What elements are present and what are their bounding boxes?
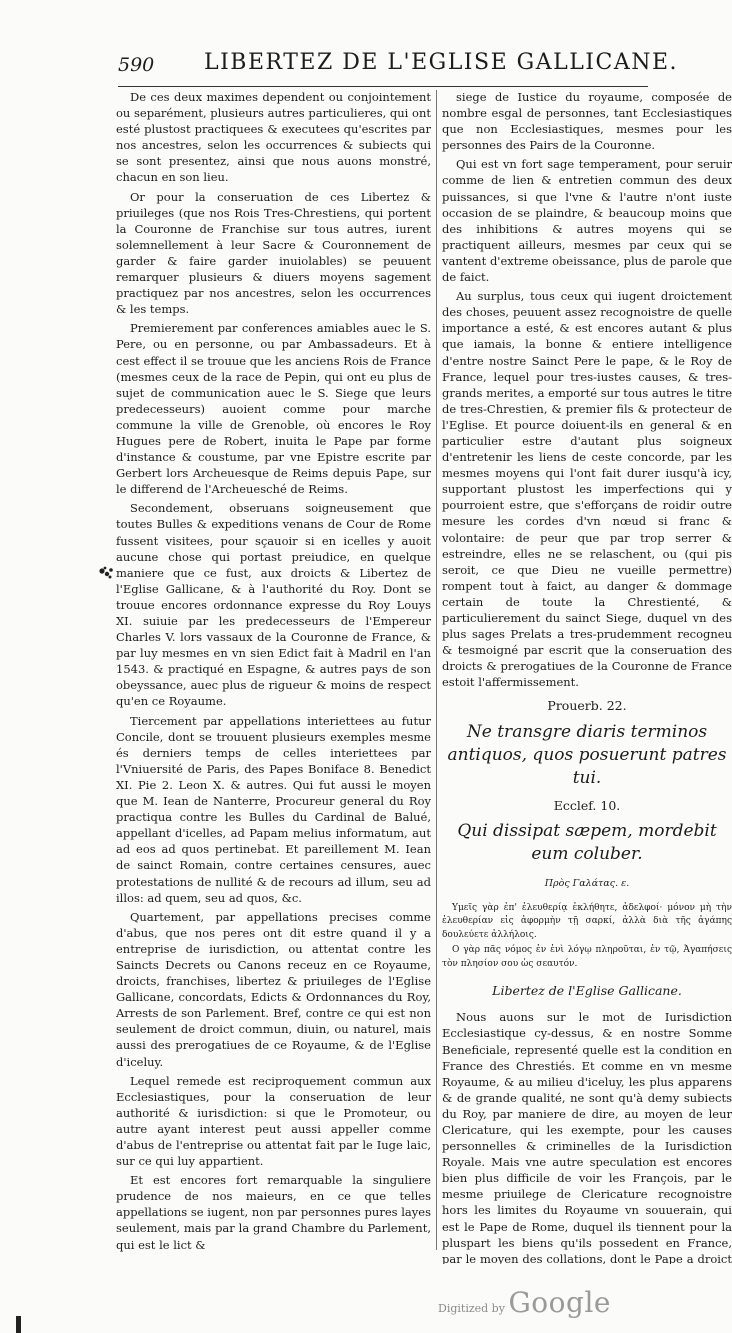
latin-quote: Qui dissipat sæpem, mordebit eum coluber. — [457, 820, 717, 864]
greek-reference: Πρὸς Γαλάτας. ε. — [544, 877, 630, 889]
paragraph: Premierement par conferences amiables auec le S. Pere, ou en personne, ou par Ambassadeurs. Et à cest effect il se trouue que les anciens Rois de France (mesmes ceux de la race de Pepin, qui ont eu plus de sujet de communication auec le S. Siege que leurs predecesseurs) auoient comme pour marche commune la ville de Grenoble, où encores le Roy Hugues pere de Robert, inuita le Pape par forme d'instance & coustume, par vne Epistre escrite par Gerbert lors Archeuesque de Reims depuis Pape, sur le differend de l'Archeuesché de Reims. — [116, 321, 431, 497]
paragraph: Secondement, obseruans soigneusement que toutes Bulles & expeditions venans de Cour de Rome fussent visitees, pour sçauoir si en icelles y auoit aucune chose qui portast preiudice, en quelque maniere que ce fust, aux droicts & Libertez de l'Eglise Gallicane, & à l'authorité du Roy. Dont se trouue encores ordonnance expresse du Roy Louys XI. suiuie par les predecesseurs de l'Empereur Charles V. lors vassaux de la Couronne de France, & par luy mesmes en vn sien Edict fait à Madril en l'an 1543. & practiqué en Espagne, & autres pays de son obeyssance, auec plus de rigueur & moins de respect qu'en ce Royaume. — [116, 501, 431, 709]
running-title: LIBERTEZ DE L'EGLISE GALLICANE. — [204, 50, 679, 75]
right-column — [442, 89, 732, 1264]
digitized-watermark — [438, 1286, 611, 1319]
margin-mark — [16, 1316, 21, 1333]
ink-blot-mark — [97, 565, 115, 581]
paragraph: De ces deux maximes dependent ou conjointement ou separément, plusieurs autres particulieres, qui ont esté plustost practiquees & executees qu'escrites par nos ancestres, selon les occurrences & subiects qui se sont presentez, ainsi que nous auons monstré, chacun en son lieu. — [116, 90, 431, 185]
paragraph: Quartement, par appellations precises comme d'abus, que nos peres ont dit estre quand il y a entreprise de iurisdiction, ou attentat contre les Saincts Decrets ou Canons receuz en ce Royaume, droicts, franchises, libertez & priuileges de l'Eglise Gallicane, concordats, Edicts & Ordonnances du Roy, Arrests de son Parlement. Bref, contre ce qui est non seulement de droict commun, diuin, ou naturel, mais aussi des prerogatiues de ce Royaume, & de l'Eglise d'iceluy. — [116, 909, 431, 1069]
latin-quote: Ne transgre diaris terminos antiquos, quos posuerunt patres tui. — [447, 721, 727, 788]
section-title: Libertez de l'Eglise Gallicane. — [492, 983, 682, 999]
paragraph: Nous auons sur le mot de Iurisdiction Ecclesiastique cy-dessus, & en nostre Somme Beneficiale, representé quelle est la condition en France des Chrestiés. Et comme en vn mesme Royaume, & au milieu d'iceluy, les plus apparens & de grande qualité, ne sont qu'à demy subiects du Roy, par maniere de dire, au moyen de leur Clericature, qui les exempte, pour les causes personnelles & criminelles de la Iurisdiction Royale. Mais vne autre speculation est encores bien plus difficile de voir les François, par le mesme priuilege de Clericature recognoistre hors les limites du Royaume vn souuerain, qui est le Pape de Rome, duquel ils tiennent pour la pluspart les biens qu'ils possedent en France, par le moyen des collations, dont le Pape a droict — [442, 1010, 732, 1264]
header-rule — [118, 86, 648, 87]
paragraph: Or pour la conseruation de ces Libertez & priuileges (que nos Rois Tres-Chrestiens, qui portent la Couronne de Franchise sur tous autres, iurent solemnellement à leur Sacre & Couronnement de garder & faire garder inuiolables) se peuuent remarquer plusieurs & diuers moyens sagement practiquez par nos ancestres, selon les occurrences & les temps. — [116, 189, 431, 317]
page-number: 590 — [118, 54, 155, 76]
column-divider — [436, 90, 437, 1250]
left-column — [116, 89, 431, 1264]
paragraph: Et est encores fort remarquable la singuliere prudence de nos maieurs, en ce que telles appellations se iugent, non par personnes pures layes seulement, mais par la grand Chambre du Parlement, qui est le lict & — [116, 1173, 431, 1252]
google-logo: Google — [508, 1286, 611, 1319]
paragraph: siege de Iustice du royaume, composée de nombre esgal de personnes, tant Ecclesiastiques que non Ecclesiastiques, mesmes pour les personnes des Pairs de la Couronne. — [442, 90, 732, 153]
citation-proverbs: Prouerb. 22. — [547, 698, 627, 714]
citation-ecclesiastes: Ecclef. 10. — [553, 797, 621, 813]
paragraph: Lequel remede est reciproquement commun aux Ecclesiastiques, pour la conseruation de leur authorité & iurisdiction: si que le Promoteur, ou autre ayant interest peut aussi appeller comme d'abus de l'entreprise ou attentat fait par le Iuge laic, sur ce qui luy appartient. — [116, 1073, 431, 1169]
paragraph: Tiercement par appellations interiettees au futur Concile, dont se trouuent plusieurs exemples mesme és derniers temps de celles interiettees par l'Vniuersité de Paris, des Papes Boniface 8. Benedict XI. Pie 2. Leon X. & autres. Qui fut aussi le moyen que M. Iean de Nanterre, Procureur general du Roy practiqua contre les Bulles du Cardinal de Balué, appellant d'icelles, ad Papam melius informatum, aut ad eos ad quos pertinebat. Et pareillement M. Iean de sainct Romain, contre certaines censures, auec protestations de nullité & de recours ad illum, seu ad illos: ad quem, seu ad quos, &c. — [116, 713, 431, 905]
paragraph: Qui est vn fort sage temperament, pour seruir comme de lien & entretien commun des deux puissances, si que l'vne & l'autre n'ont iuste occasion de se plaindre, & beaucoup moins que des inhibitions & autres moyens qui se practiquent ailleurs, mesmes par ceux qui se vantent d'extreme obeissance, plus de parole que de faict. — [442, 157, 732, 285]
digitized-by-text: Digitized by — [438, 1302, 505, 1315]
page-header — [118, 50, 679, 84]
greek-text: Υμεῖς γὰρ ἐπ' ἐλευθερίᾳ ἐκλήθητε, ἀδελφοί· μόνον μὴ τὴν ἐλευθερίαν εἰς ἀφορμὴν τῇ σαρκί, ἀλλὰ διὰ τῆς ἀγάπης δουλεύετε ἀλλήλοις. — [442, 902, 732, 940]
paragraph: Au surplus, tous ceux qui iugent droictement des choses, peuuent assez recognoistre de quelle importance a esté, & est encores autant & plus que iamais, la bonne & entiere intelligence d'entre nostre Sainct Pere le pape, & le Roy de France, lequel pour tres-iustes causes, & tres-grands merites, a emporté sur tous autres le titre de tres-Chrestien, & premier fils & protecteur de l'Eglise. Et pource doiuent-ils en general & en particulier estre d'autant plus soigneux d'entretenir les liens de ceste concorde, par les mesmes moyens qui l'ont fait durer iusqu'à icy, supportant plustost les imperfections qui y pourroient estre, que s'efforçans de roidir outre mesure les cordes d'vn nœud si franc & volontaire: de peur que par trop serrer & estreindre, elles ne se relaschent, ou (qui pis seroit, ce que Dieu ne vueille permettre) rompent tout à faict, au danger & dommage certain de toute la Chrestienté, & particulierement du sainct Siege, duquel vn des plus sages Prelats a tres-prudemment recogneu & tesmoigné par escrit que la conseruation des droicts & prerogatiues de la Couronne de France estoit l'affermissement. — [442, 289, 732, 690]
greek-text: Ο γὰρ πᾶς νόμος ἐν ἑνὶ λόγῳ πληροῦται, ἐν τῷ, Ἀγαπήσεις τὸν πλησίον σου ὡς σεαυτόν. — [442, 945, 732, 969]
